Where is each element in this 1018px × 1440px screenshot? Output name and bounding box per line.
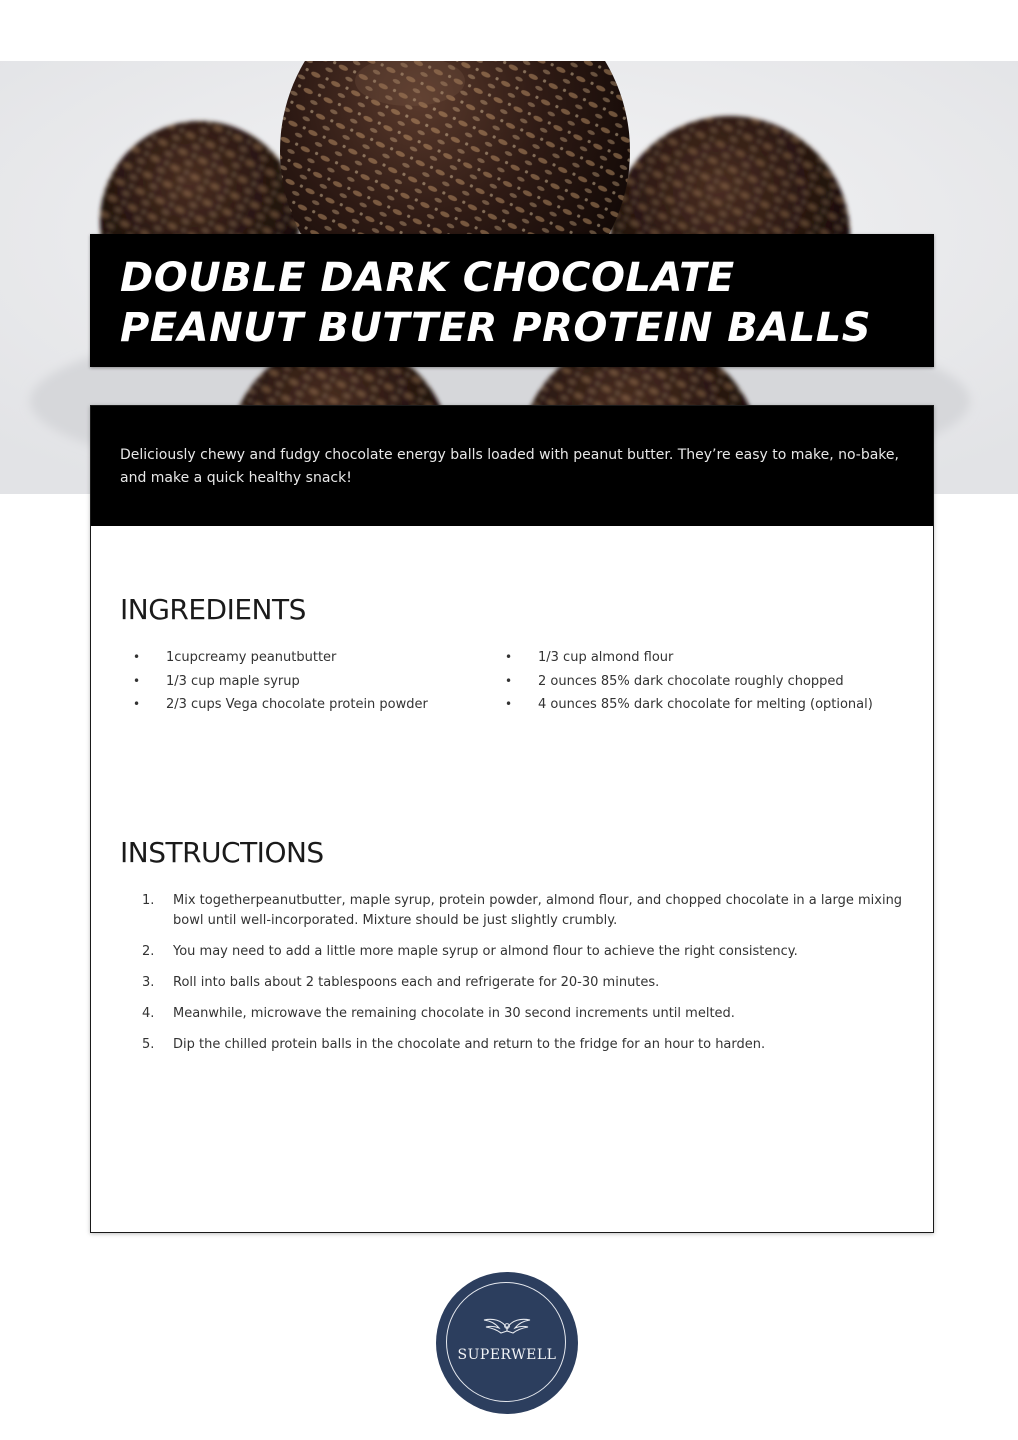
bullet-icon: • — [133, 673, 141, 688]
brand-name: SUPERWELL — [457, 1347, 557, 1363]
bullet-icon: • — [133, 650, 141, 664]
instructions-heading: INSTRUCTIONS — [120, 836, 324, 869]
step-number: 2. — [142, 944, 155, 959]
superwell-logo — [436, 1272, 578, 1414]
ingredient-item — [505, 646, 905, 670]
ingredient-item — [133, 693, 493, 717]
intro-banner — [91, 406, 933, 526]
ingredient-item — [505, 670, 905, 694]
ingredients-heading: INGREDIENTS — [120, 593, 306, 626]
logo-ring — [446, 1282, 566, 1402]
wings-icon — [482, 1312, 532, 1336]
step-text: Dip the chilled protein balls in the chocolate and return to the fridge for an hour to harden. — [173, 1037, 766, 1052]
instruction-step — [133, 942, 913, 962]
instruction-step — [133, 973, 913, 993]
ingredients-list-left — [133, 646, 493, 717]
step-text: Mix togetherpeanutbutter, maple syrup, protein powder, almond flour, and chopped chocolate in a large mixing bowl until well-incorporated. Mixture should be just slightly crumbly. — [173, 893, 903, 928]
instruction-step — [133, 1035, 913, 1055]
ingredient-text: 2/3 cups Vega chocolate protein powder — [166, 697, 428, 712]
ingredient-item — [133, 646, 493, 670]
ingredient-text: 1cupcreamy peanutbutter — [166, 650, 337, 665]
ingredient-text: 1/3 cup almond flour — [538, 650, 674, 665]
bullet-icon: • — [133, 697, 141, 711]
step-number: 5. — [142, 1037, 155, 1052]
ingredient-text: 4 ounces 85% dark chocolate for melting (optional) — [538, 697, 873, 712]
recipe-title-line-2: PEANUT BUTTER PROTEIN BALLS — [120, 305, 872, 351]
recipe-description: Deliciously chewy and fudgy chocolate energy balls loaded with peanut butter. They’re easy to make, no-bake, and make a quick healthy snack! — [120, 447, 899, 486]
step-number: 3. — [142, 975, 155, 990]
title-banner — [90, 234, 934, 367]
ingredient-text: 1/3 cup maple syrup — [166, 673, 300, 689]
instruction-step — [133, 891, 913, 931]
ingredient-text: 2 ounces 85% dark chocolate roughly chopped — [538, 673, 844, 689]
ingredient-item — [505, 693, 905, 717]
recipe-card — [90, 405, 934, 1233]
instructions-list — [133, 891, 913, 1066]
instruction-step — [133, 1004, 913, 1024]
step-number: 1. — [142, 893, 155, 908]
step-number: 4. — [142, 1006, 155, 1021]
step-text: Meanwhile, microwave the remaining chocolate in 30 second increments until melted. — [173, 1006, 735, 1021]
bullet-icon: • — [505, 673, 513, 688]
step-text: Roll into balls about 2 tablespoons each and refrigerate for 20-30 minutes. — [173, 975, 660, 990]
ingredients-list-right — [505, 646, 905, 717]
bullet-icon: • — [505, 650, 513, 664]
step-text: You may need to add a little more maple syrup or almond flour to achieve the right consistency. — [173, 944, 798, 959]
recipe-title-line-1: DOUBLE DARK CHOCOLATE — [120, 255, 735, 301]
ingredient-item — [133, 670, 493, 694]
bullet-icon: • — [505, 697, 513, 711]
